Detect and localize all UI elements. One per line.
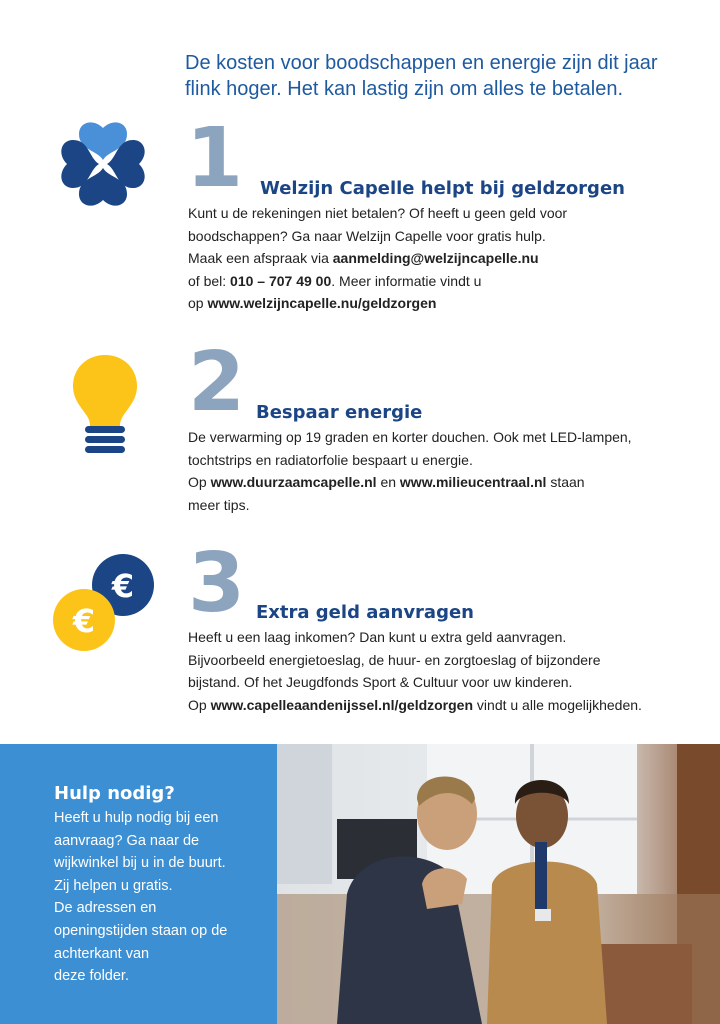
help-line: Zij helpen u gratis. xyxy=(54,877,173,894)
intro-text xyxy=(185,50,705,102)
email-link[interactable]: aanmelding@welzijncapelle.nu xyxy=(332,250,539,266)
clover-icon xyxy=(52,113,154,215)
duurzaamcapelle-link[interactable]: www.duurzaamcapelle.nl xyxy=(210,474,377,490)
body-line: boodschappen? Ga naar Welzijn Capelle voor gratis hulp. xyxy=(188,227,546,244)
phone-number: 010 – 707 49 00 xyxy=(230,272,332,289)
help-line: De adressen en xyxy=(54,900,157,917)
help-line: Heeft u hulp nodig bij een xyxy=(54,810,219,826)
body-line: Kunt u de rekeningen niet betalen? Of heeft u geen geld voor xyxy=(188,205,568,221)
help-line: achterkant van xyxy=(54,945,150,962)
help-line: wijkwinkel bij u in de buurt. xyxy=(54,855,226,872)
body-line: Maak een afspraak via aanmelding@welzijncapelle.nu xyxy=(188,250,539,266)
section-body-2 xyxy=(188,426,632,516)
intro-line-1: De kosten voor boodschappen en energie zijn dit jaar xyxy=(185,52,658,74)
body-line: De verwarming op 19 graden en korter douchen. Ook met LED-lampen, xyxy=(188,429,632,445)
body-line: of bel: 010 – 707 49 00. Meer informatie vindt u xyxy=(188,272,482,289)
body-line: Op www.duurzaamcapelle.nl en www.milieucentraal.nl staan xyxy=(188,474,585,490)
office-conversation-photo xyxy=(277,744,720,1024)
step-number-3: 3 xyxy=(188,536,246,631)
lightbulb-icon xyxy=(70,352,140,456)
geldzorgen-link[interactable]: www.welzijncapelle.nu/geldzorgen xyxy=(207,295,437,311)
help-body xyxy=(54,807,227,988)
body-line: tochtstrips en radiatorfolie bespaart u energie. xyxy=(188,451,473,468)
section-body-1 xyxy=(188,202,567,315)
section-title-3: Extra geld aanvragen xyxy=(256,602,474,623)
body-line: op www.welzijncapelle.nu/geldzorgen xyxy=(188,295,437,311)
help-line: aanvraag? Ga naar de xyxy=(54,832,200,849)
euro-coins-icon xyxy=(50,552,160,652)
euro-symbol: € xyxy=(72,602,96,640)
section-title-1: Welzijn Capelle helpt bij geldzorgen xyxy=(260,178,625,199)
milieucentraal-link[interactable]: www.milieucentraal.nl xyxy=(399,474,547,490)
help-line: deze folder. xyxy=(54,968,129,985)
euro-symbol: € xyxy=(111,567,135,605)
capelle-geldzorgen-link[interactable]: www.capelleaandenijssel.nl/geldzorgen xyxy=(210,696,474,713)
section-body-3 xyxy=(188,626,642,716)
intro-line-2: flink hoger. Het kan lastig zijn om alles te betalen. xyxy=(185,78,624,100)
body-line: Op www.capelleaandenijssel.nl/geldzorgen vindt u alle mogelijkheden. xyxy=(188,696,642,713)
help-title: Hulp nodig? xyxy=(54,783,175,804)
body-line: Heeft u een laag inkomen? Dan kunt u extra geld aanvragen. xyxy=(188,629,567,645)
body-line: bijstand. Of het Jeugdfonds Sport & Cultuur voor uw kinderen. xyxy=(188,674,573,690)
help-line: openingstijden staan op de xyxy=(54,922,228,939)
body-line: Bijvoorbeeld energietoeslag, de huur- en zorgtoeslag of bijzondere xyxy=(188,651,601,668)
step-number-2: 2 xyxy=(188,335,246,430)
section-title-2: Bespaar energie xyxy=(256,402,423,423)
step-number-1: 1 xyxy=(186,111,244,206)
body-line: meer tips. xyxy=(188,496,250,513)
